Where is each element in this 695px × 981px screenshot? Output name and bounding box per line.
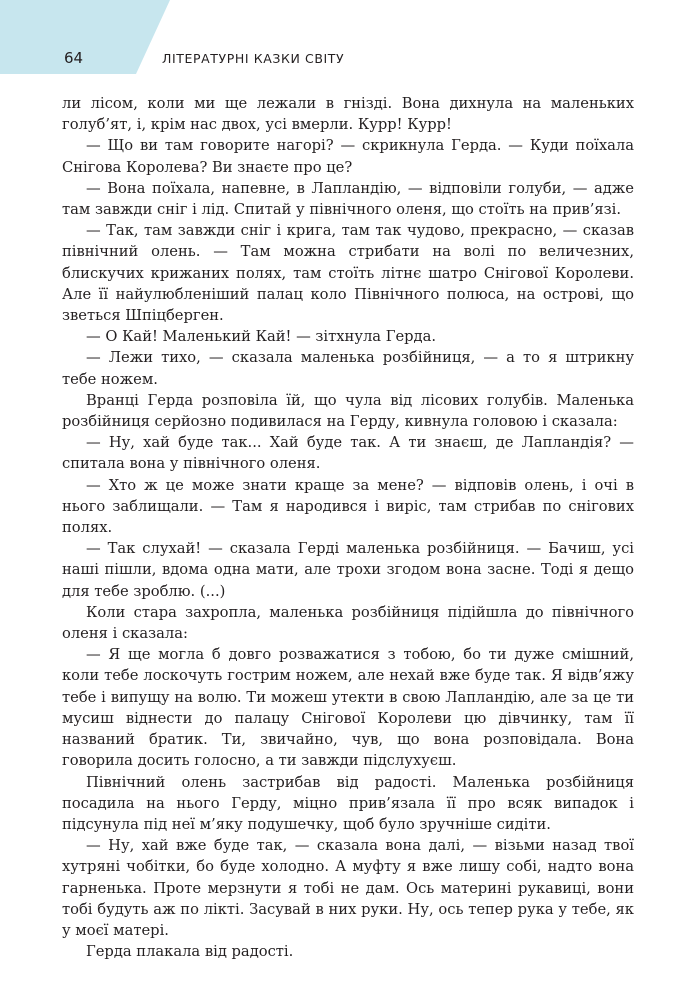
paragraph: — Вона поїхала, напевне, в Лапландію, — відповіли голуби, — адже там завжди сніг і лід. Спитай у північного оленя, що стоїть на прив’язі.: [62, 179, 634, 219]
paragraph-continuation: ли лісом, коли ми ще лежали в гнізді. Вона дихнула на маленьких голуб’ят, і, крім нас двох, усі вмерли. Курр! Курр!: [62, 95, 634, 134]
paragraph: — Що ви там говорите нагорі? — скрикнула Герда. — Куди поїхала Снігова Королева? Ви знаєте про це?: [62, 137, 634, 176]
paragraph: Коли стара захропла, маленька розбійниця підійшла до північного оленя і сказала:: [62, 603, 634, 643]
header-accent-shape: [0, 0, 695, 74]
paragraph: — Ну, хай вже буде так, — сказала вона далі, — візьми назад твої хутряні чобітки, бо буде холодно. А муфту я вже лишу собі, надто вона гарненька. Проте мерзнути я тобі не дам. Ось материні рукавиці, вони тобі будуть аж по лікті. Засувай в них руки. Ну, ось тепер рука у тебе, як у моєї матері.: [62, 837, 634, 939]
page-number: 64: [64, 49, 84, 67]
header-accent-band: [0, 0, 695, 74]
paragraph: — О Кай! Маленький Кай! — зітхнула Герда.: [86, 328, 437, 346]
paragraph: — Так слухай! — сказала Герді маленька розбійниця. — Бачиш, усі наші пішли, вдома одна мати, але трохи згодом вона засне. Тоді я дещо для тебе зроблю. (...): [62, 540, 634, 600]
paragraph: — Я ще могла б довго розважатися з тобою, бо ти дуже смішний, коли тебе лоскочуть гострим ножем, але нехай вже буде так. Я відв’яжу тебе і випущу на волю. Ти можеш утекти в свою Лапландію, але за це ти мусиш віднести до палацу Снігової Королеви цю дівчинку, там її названий братик. Ти, звичайно, чув, що вона розповідала. Вона говорила досить голосно, а ти завжди підслухуєш.: [62, 646, 634, 770]
running-header-title: ЛІТЕРАТУРНІ КАЗКИ СВІТУ: [162, 51, 345, 66]
paragraph: Герда плакала від радості.: [86, 943, 294, 961]
body-text: [62, 93, 634, 962]
paragraph: — Хто ж це може знати краще за мене? — відповів олень, і очі в нього заблищали. — Там я народився і виріс, там стрибав по сніговиx полях.: [62, 476, 634, 537]
paragraph: — Ну, хай буде так... Хай буде так. А ти знаєш, де Лапландія? — спитала вона у північного оленя.: [62, 434, 634, 473]
paragraph: Північний олень застрибав від радості. Маленька розбійниця посадила на нього Герду, міцно прив’язала її про всяк випадок і підсунула під неї м’яку подушечку, щоб було зручніше сидіти.: [62, 773, 634, 833]
paragraph: Вранці Герда розповіла їй, що чула від лісових голубів. Маленька розбійниця серйозно подивилася на Герду, кивнула головою і сказала:: [62, 391, 634, 431]
paragraph: — Так, там завжди сніг і крига, там так чудово, прекрасно, — сказав північний олень. — Там можна стрибати на волі по величезних, блискучих крижаних полях, там стоїть літнє шатро Снігової Королеви. Але її найулюбленіший палац коло Північного полюса, на острові, що зветься Шпіцберген.: [62, 222, 634, 325]
paragraph: — Лежи тихо, — сказала маленька розбійниця, — а то я штрикну тебе ножем.: [62, 349, 634, 388]
